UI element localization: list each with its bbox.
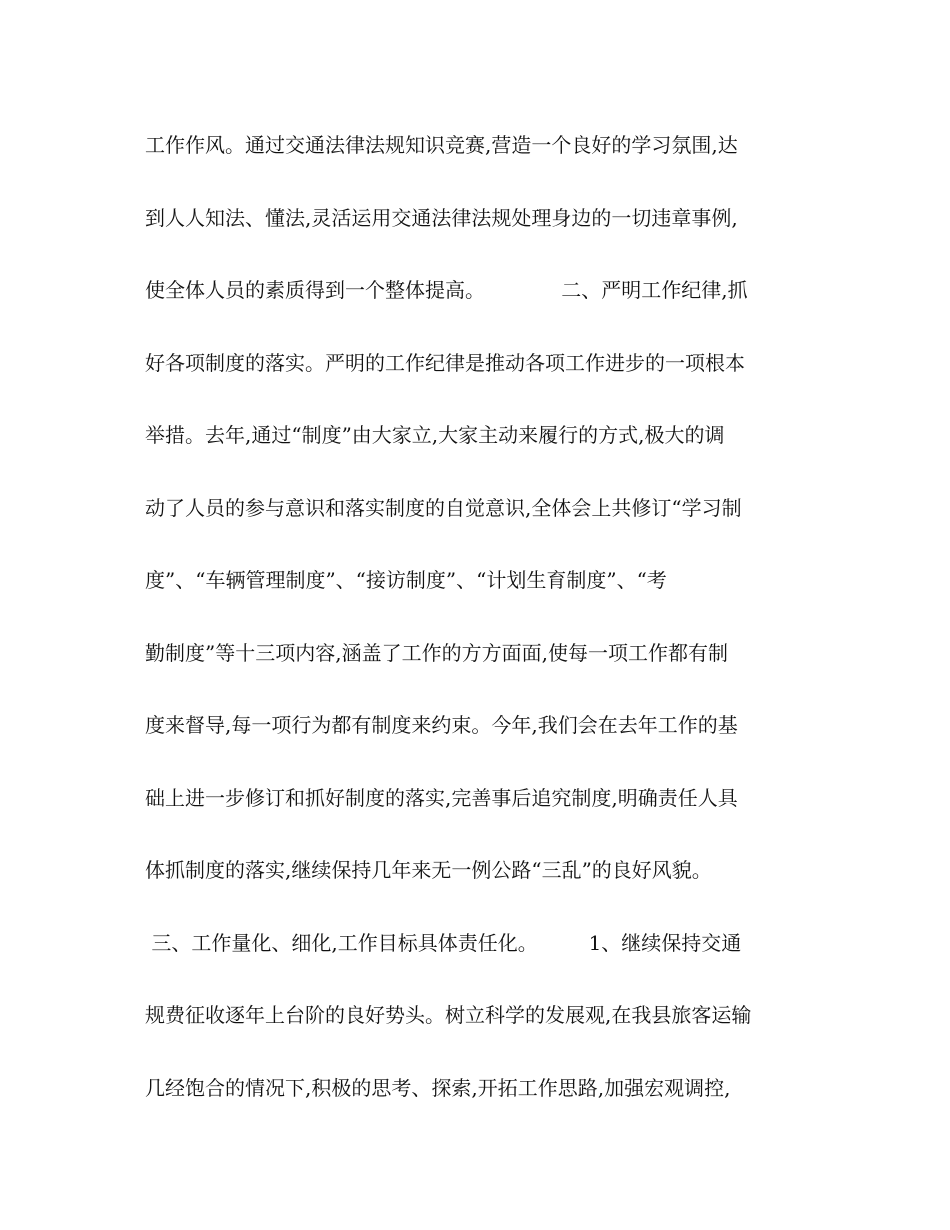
- text-line: 几经饱合的情况下,积极的思考、探索,开拓工作思路,加强宏观调控,: [145, 1075, 731, 1100]
- text-line: 础上进一步修订和抓好制度的落实,完善事后追究制度,明确责任人具: [145, 785, 738, 810]
- text-line: 度”、“车辆管理制度”、“接访制度”、“计划生育制度”、“考: [145, 568, 667, 592]
- text-line: 到人人知法、懂法,灵活运用交通法律法规处理身边的一切违章事例,: [145, 205, 738, 230]
- text-line: 好各项制度的落实。严明的工作纪律是推动各项工作进步的一项根本: [145, 350, 745, 375]
- text-line: 规费征收逐年上台阶的良好势头。树立科学的发展观,在我县旅客运输: [145, 1003, 752, 1027]
- text-line: 动了人员的参与意识和落实制度的自觉意识,全体会上共修订“学习制: [145, 495, 742, 520]
- text-line: 使全体人员的素质得到一个整体提高。 二、严明工作纪律,抓: [145, 278, 748, 302]
- text-line: 三、工作量化、细化,工作目标具体责任化。 1、继续保持交通: [145, 930, 742, 955]
- text-line: 举措。去年,通过“制度”由大家立,大家主动来履行的方式,极大的调: [145, 423, 725, 447]
- body-text: [145, 117, 810, 1132]
- text-line: 度来督导,每一项行为都有制度来约束。今年,我们会在去年工作的基: [145, 713, 738, 737]
- text-line: 体抓制度的落实,继续保持几年来无一例公路“三乱”的良好风貌。: [145, 858, 712, 882]
- text-line: 勤制度”等十三项内容,涵盖了工作的方方面面,使每一项工作都有制: [145, 640, 728, 665]
- text-line: 工作作风。通过交通法律法规知识竞赛,营造一个良好的学习氛围,达: [145, 133, 738, 157]
